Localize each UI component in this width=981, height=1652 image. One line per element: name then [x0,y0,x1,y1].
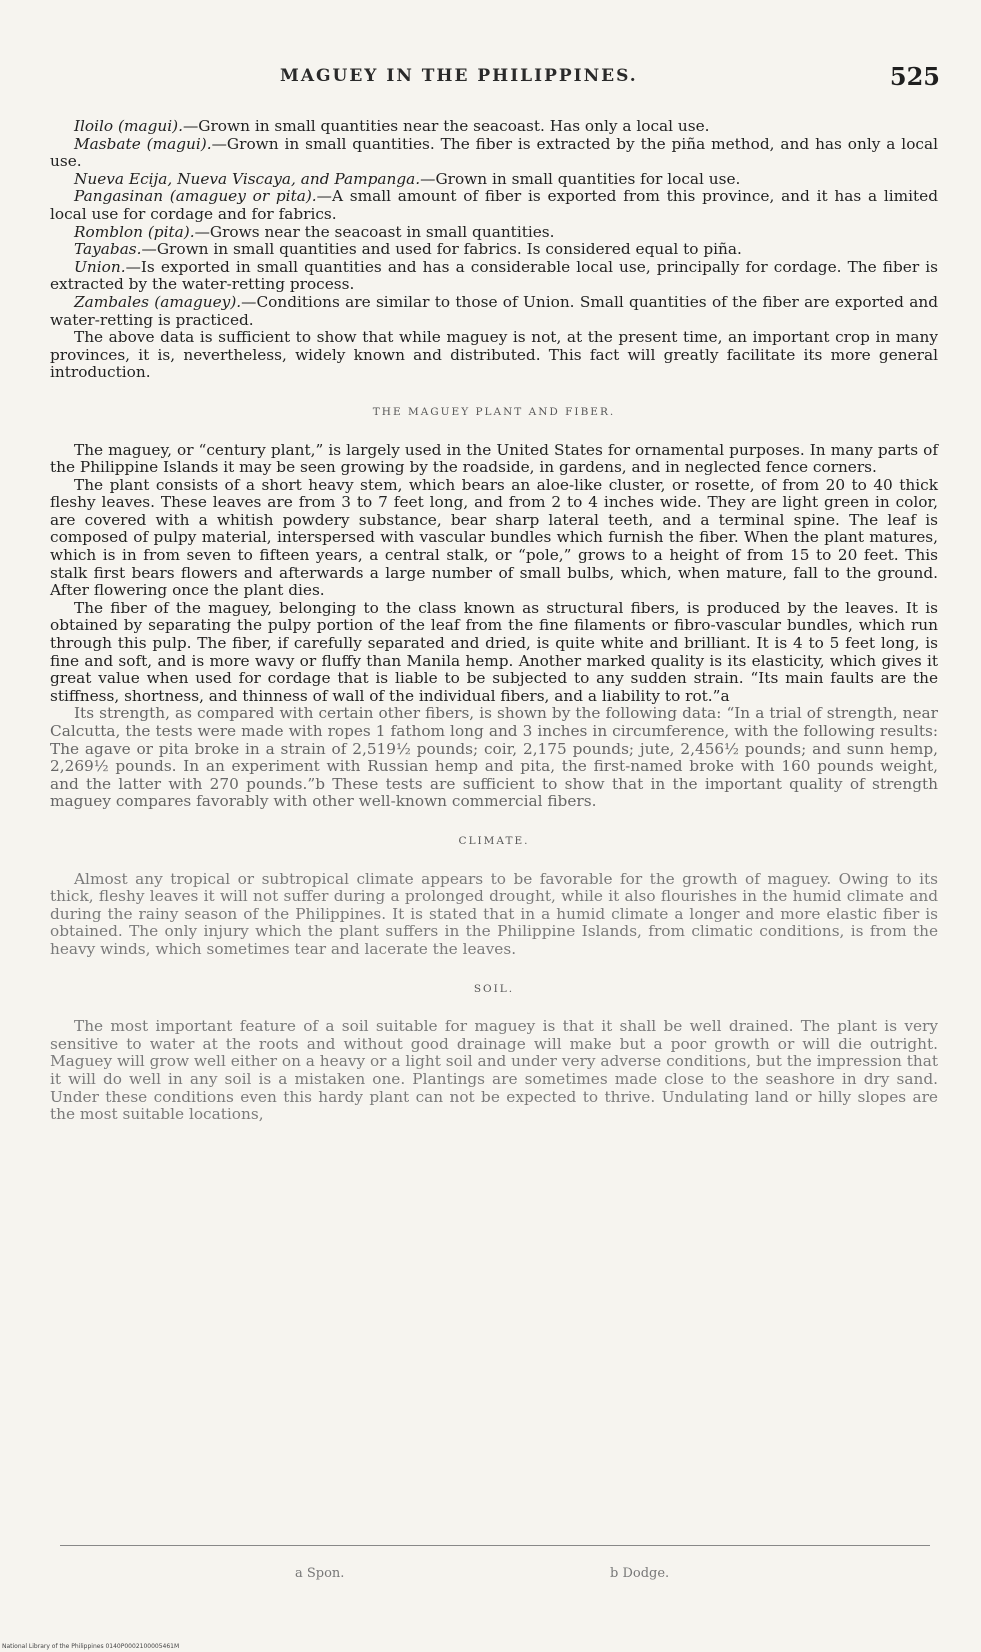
province-text: —Grown in small quantities and used for fabrics. Is considered equal to piña. [141,240,742,259]
province-text: —Is exported in small quantities and has a considerable local use, principally for cordage. The fiber is extracted by the water-retting process. [50,257,938,294]
province-name: Nueva Ecija, Nueva Viscaya, and Pampanga. [74,169,421,188]
province-text: —A small amount of fiber is exported from this province, and it has a limited local use for cordage and for fabrics. [50,187,938,223]
province-entry [50,118,938,136]
province-text: —Grows near the seacoast in small quantities. [194,222,555,241]
paragraph: The fiber of the maguey, belonging to the class known as structural fibers, is produced by the leaves. It is obtained by separating the pulpy portion of the leaf from the fine filaments or fibro-vascular bundles, which run through this pulp. The fiber, if carefully separated and dried, is quite white and brilliant. It is 4 to 5 feet long, is fine and soft, and is more wavy or fluffy than Manila hemp. Another marked quality is its elasticity, which gives it great value when used for cordage that is liable to be subjected to any sudden strain. “Its main faults are the stiffness, shortness, and thinness of wall of the individual fibers, and a liability to rot.”a [50,598,938,705]
province-name: Zambales (amaguey). [74,292,242,311]
section-heading-soil: SOIL. [473,982,515,995]
body-text [50,118,938,1124]
paragraph: Its strength, as compared with certain other fibers, is shown by the following data: “In a trial of strength, near Calcutta, the tests were made with ropes 1 fathom long and 3 inches in circumference, with the following results: The agave or pita broke in a strain of 2,519½ pounds; coir, 2,175 pounds; jute, 2,456½ pounds; and sunn hemp, 2,269½ pounds. In an experiment with Russian hemp and pita, the first-named broke with 160 pounds weight, and the latter with 270 pounds.”b These tests are sufficient to show that in the important quality of strength maguey compares favorably with other well-known commercial fibers. [50,704,938,811]
footnote-a: a Spon. [295,1566,345,1581]
province-entry [50,188,938,223]
section-heading-plant-fiber: THE MAGUEY PLANT AND FIBER. [372,405,616,418]
province-name: Iloilo (magui). [74,117,183,135]
library-stamp: National Library of the Philippines 0140P0002100005461M [2,1643,180,1650]
page-number: 525 [889,62,940,91]
running-head: MAGUEY IN THE PHILIPPINES. [280,66,638,86]
province-entry [50,224,938,242]
province-text: —Conditions are similar to those of Union. Small quantities of the fiber are exported and water-retting is practiced. [50,292,938,329]
province-text: —Grown in small quantities. The fiber is extracted by the piña method, and has only a local use. [50,134,938,171]
province-name: Masbate (magui). [74,134,212,153]
footnote-rule [60,1545,930,1546]
province-text: —Grown in small quantities for local use. [420,169,741,188]
province-entry [50,259,938,294]
document-page [50,0,940,1652]
province-entry [50,136,938,171]
section-heading-climate: CLIMATE. [458,834,530,847]
province-entry [50,294,938,329]
paragraph: The most important feature of a soil suitable for maguey is that it shall be well drained. The plant is very sensitive to water at the roots and without good drainage will make but a poor growth or will die outright. Maguey will grow well either on a heavy or a light soil and under very adverse conditions, but the impression that it will do well in any soil is a mistaken one. Plantings are sometimes made close to the seashore in dry sand. Under these conditions even this hardy plant can not be expected to thrive. Undulating land or hilly slopes are the most suitable locations, [50,1017,938,1124]
paragraph: Almost any tropical or subtropical climate appears to be favorable for the growth of maguey. Owing to its thick, fleshy leaves it will not suffer during a prolonged drought, while it also flourishes in the humid climate and during the rainy season of the Philippines. It is stated that in a humid climate a longer and more elastic fiber is obtained. The only injury which the plant suffers in the Philippine Islands, from climatic conditions, is from the heavy winds, which sometimes tear and lacerate the leaves. [50,869,938,958]
paragraph: The maguey, or “century plant,” is largely used in the United States for ornamental purposes. In many parts of the Philippine Islands it may be seen growing by the roadside, in gardens, and in neglected fence corners. [50,440,938,477]
province-name: Pangasinan (amaguey or pita). [74,187,317,206]
province-name: Romblon (pita). [74,222,195,241]
page-header [50,62,940,92]
paragraph: The plant consists of a short heavy stem, which bears an aloe-like cluster, or rosette, of from 20 to 40 thick fleshy leaves. These leaves are from 3 to 7 feet long, and from 2 to 4 inches wide. They are light green in color, are covered with a whitish powdery substance, bear sharp lateral teeth, and a terminal spine. The leaf is composed of pulpy material, interspersed with vascular bundles which furnish the fiber. When the plant matures, which is in from seven to fifteen years, a central stalk, or “pole,” grows to a height of from 15 to 20 feet. This stalk first bears flowers and afterwards a large number of small bulbs, which, when mature, fall to the ground. After flowering once the plant dies. [50,475,938,600]
province-name: Tayabas. [74,240,142,259]
summary-paragraph: The above data is sufficient to show that while maguey is not, at the present time, an important crop in many provinces, it is, nevertheless, widely known and distributed. This fact will greatly facilitate its more general introduction. [50,328,938,382]
province-entry [50,241,938,259]
province-entry [50,171,938,189]
province-text: —Grown in small quantities near the seacoast. Has only a local use. [182,117,710,135]
province-name: Union. [74,257,126,276]
footnote-b: b Dodge. [610,1566,670,1581]
